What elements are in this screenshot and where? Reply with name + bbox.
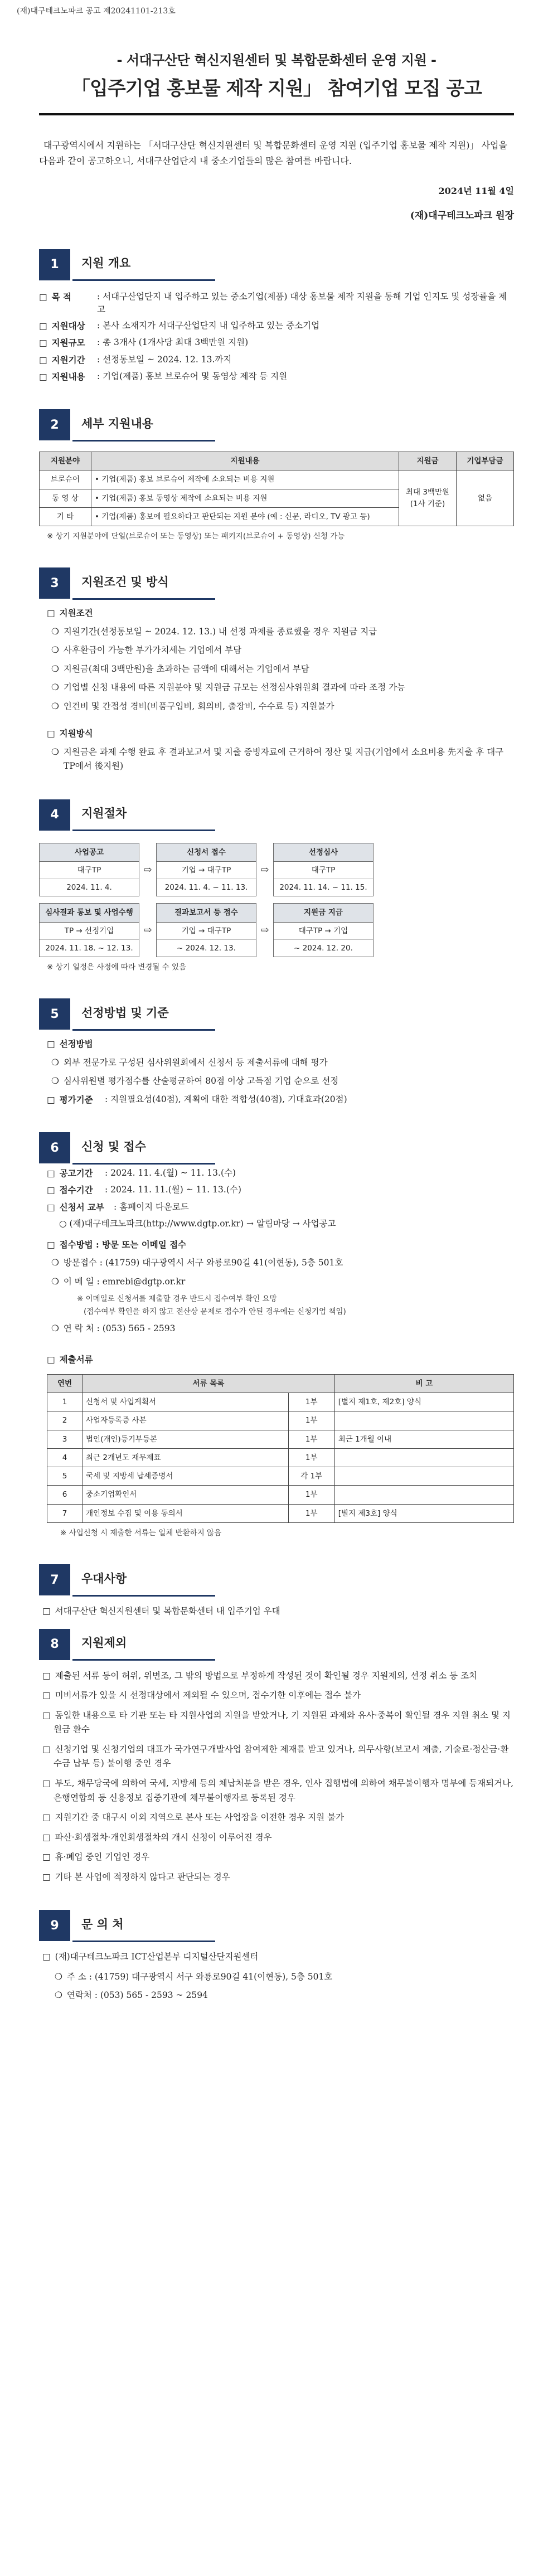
- application-row: □ 공고기간 : 2024. 11. 4.(월) ~ 11. 13.(수): [47, 1167, 514, 1180]
- process-step: 사업공고 대구TP 2024. 11. 4.: [39, 843, 139, 897]
- section-title: 우대사항: [72, 1564, 215, 1597]
- section-title: 선정방법 및 기준: [72, 998, 215, 1031]
- table-row: 4 최근 2개년도 재무제표 1부: [47, 1448, 514, 1467]
- subheading: □ 선정방법: [47, 1037, 514, 1051]
- sub-title: - 서대구산단 혁신지원센터 및 복합문화센터 운영 지원 -: [117, 52, 436, 68]
- conditions-list: [39, 607, 514, 773]
- contact-phone: ❍ 연락처 : (053) 565 - 2593 ~ 2594: [50, 1988, 514, 2003]
- arrow-icon: ⇨: [260, 863, 269, 876]
- section-title: 세부 지원내용: [72, 409, 215, 442]
- application-row: □ 접수기간 : 2024. 11. 11.(월) ~ 11. 13.(수): [47, 1183, 514, 1197]
- table-note: ※ 상기 지원분야에 단일(브로슈어 또는 동영상) 또는 패키지(브로슈어 + 동영상) 신청 가능: [47, 532, 345, 541]
- list-item: ❍ 사후환급이 가능한 부가가치세는 기업에서 부담: [47, 643, 514, 658]
- process-step: 신청서 접수 기업 → 대구TP 2024. 11. 4. ~ 11. 13.: [156, 843, 256, 897]
- section-number: 9: [39, 1910, 70, 1941]
- overview-row: □ 지원대상 : 본사 소재지가 서대구산업단지 내 입주하고 있는 중소기업: [39, 319, 514, 333]
- email-note: (접수여부 확인을 하지 않고 전산상 문제로 접수가 안된 경우에는 신청기업 책임): [84, 1307, 346, 1316]
- arrow-icon: ⇨: [143, 863, 152, 876]
- table-header: 지원분야: [40, 452, 91, 470]
- overview-list: [39, 290, 514, 384]
- download-link[interactable]: ○ (재)대구테크노파크(http://www.dgtp.or.kr) → 알림마당 → 사업공고: [59, 1218, 336, 1229]
- list-item: ❍ 지원금은 과제 수행 완료 후 결과보고서 및 지출 증빙자료에 근거하여 정산 및 지급(기업에서 소요비용 先지출 후 대구TP에서 後지원): [47, 745, 514, 774]
- contact-org: □ (재)대구테크노파크 ICT산업본부 디지털산단지원센터: [39, 1950, 514, 1964]
- section-header-6: [39, 1132, 514, 1163]
- table-row: 5 국세 및 지방세 납세증명서 각 1부: [47, 1467, 514, 1486]
- section-number: 7: [39, 1564, 70, 1595]
- application-list: [39, 1167, 514, 1539]
- grant-cell: 최대 3백만원 (1사 기준): [399, 470, 457, 526]
- section-title: 문 의 처: [72, 1909, 215, 1942]
- burden-cell: 없음: [457, 470, 514, 526]
- table-row: 3 법인(개인)등기부등본 1부 최근 1개월 이내: [47, 1430, 514, 1448]
- section-header-1: [39, 249, 514, 280]
- section-number: 1: [39, 249, 70, 280]
- section-header-2: [39, 409, 514, 440]
- section-header-4: [39, 799, 514, 831]
- table-header: 지원내용: [91, 452, 399, 470]
- overview-row: □ 지원기간 : 선정통보일 ~ 2024. 12. 13.까지: [39, 353, 514, 367]
- process-note: ※ 상기 일정은 사정에 따라 변경될 수 있음: [47, 963, 187, 972]
- list-item: □ 부도, 채무당국에 의하여 국세, 지방세 등의 체납처분을 받은 경우, 인사 집행법에 의하여 채무불이행자 명부에 등재되거나, 은행연합회 등 신용정보 집중기관에 채무불이행자로 등록된 경우: [39, 1777, 514, 1805]
- list-item: □ 제출된 서류 등이 허위, 위변조, 그 밖의 방법으로 부정하게 작성된 것이 확인될 경우 지원제외, 선정 취소 등 조치: [39, 1669, 514, 1684]
- overview-row: □ 목 적 : 서대구산업단지 내 입주하고 있는 중소기업(제품) 대상 홍보물 제작 지원을 통해 기업 인지도 및 성장률을 제고: [39, 290, 514, 317]
- exclusions-list: [39, 1669, 514, 1885]
- intro-paragraph: 대구광역시에서 지원하는 「서대구산단 혁신지원센터 및 복합문화센터 운영 지원 (입주기업 홍보물 제작 지원)」 사업을 다음과 같이 공고하오니, 서대구산업단지 내 중소기업들의 많은 참여를 바랍니다.: [39, 140, 507, 166]
- section-number: 4: [39, 799, 70, 831]
- detail-table: [39, 452, 514, 526]
- arrow-icon: ⇨: [260, 924, 269, 937]
- list-item: ❍ 외부 전문가로 구성된 심사위원회에서 신청서 등 제출서류에 대해 평가: [47, 1056, 514, 1070]
- table-row: 2 사업자등록증 사본 1부: [47, 1411, 514, 1430]
- subheading: □ 지원방식: [47, 727, 514, 740]
- process-step: 지원금 지급 대구TP → 기업 ~ 2024. 12. 20.: [273, 903, 373, 957]
- list-item: ❍ 지원기간(선정통보일 ~ 2024. 12. 13.) 내 선정 과제를 종료했을 경우 지원금 지급: [47, 625, 514, 639]
- list-item: ❍ 방문접수 : (41759) 대구광역시 서구 와룡로90길 41(이현동), 5층 501호: [47, 1256, 514, 1270]
- list-item: □ 동일한 내용으로 타 기관 또는 타 지원사업의 지원을 받았거나, 기 지원된 과제와 유사·중복이 확인될 경우 지원 취소 및 지원금 환수: [39, 1709, 514, 1737]
- title-block: [39, 50, 514, 115]
- section-title: 지원조건 및 방식: [72, 567, 215, 600]
- preference-item: □ 서대구산단 혁신지원센터 및 복합문화센터 내 입주기업 우대: [39, 1604, 514, 1619]
- documents-table: [47, 1374, 514, 1523]
- list-item: □ 신청기업 및 신청기업의 대표가 국가연구개발사업 참여제한 제재를 받고 있거나, 의무사항(보고서 제출, 기술료·정산금·환수금 납부 등) 불이행 중인 경우: [39, 1743, 514, 1771]
- title-divider: [39, 113, 514, 115]
- table-row: 기 타 • 기업(제품) 홍보에 필요하다고 판단되는 지원 분야 (예 : 신문, 라디오, TV 광고 등): [40, 507, 514, 526]
- list-item: ❍ 심사위원별 평가점수를 산술평균하여 80점 이상 고득점 기업 순으로 선정: [47, 1074, 514, 1089]
- table-row: 6 중소기업확인서 1부: [47, 1486, 514, 1504]
- table-row: 동 영 상 • 기업(제품) 홍보 동영상 제작에 소요되는 비용 지원: [40, 489, 514, 507]
- section-header-9: [39, 1910, 514, 1941]
- table-row: 브로슈어 • 기업(제품) 홍보 브로슈어 제작에 소요되는 비용 지원 최대 3백만원 (1사 기준) 없음: [40, 470, 514, 489]
- section-title: 지원절차: [72, 798, 215, 831]
- table-header: 서류 목록: [83, 1374, 335, 1393]
- process-step: 선정심사 대구TP 2024. 11. 14. ~ 11. 15.: [273, 843, 373, 897]
- table-header: 지원금: [399, 452, 457, 470]
- selection-list: [39, 1037, 514, 1107]
- subheading: □ 접수방법 : 방문 또는 이메일 접수: [47, 1238, 514, 1251]
- section-number: 6: [39, 1132, 70, 1163]
- section-number: 5: [39, 998, 70, 1030]
- arrow-icon: ⇨: [143, 924, 152, 937]
- list-item: □ 미비서류가 있을 시 선정대상에서 제외될 수 있으며, 접수기한 이후에는 접수 불가: [39, 1689, 514, 1703]
- application-row: □ 신청서 교부 : 홈페이지 다운로드: [47, 1201, 514, 1214]
- overview-row: □ 지원규모 : 총 3개사 (1개사당 최대 3백만원 지원): [39, 336, 514, 350]
- table-header: 기업부담금: [457, 452, 514, 470]
- process-flow: [39, 843, 514, 958]
- table-header: 연번: [47, 1374, 83, 1393]
- list-item: □ 기타 본 사업에 적정하지 않다고 판단되는 경우: [39, 1870, 514, 1885]
- section-header-5: [39, 998, 514, 1030]
- section-title: 지원 개요: [72, 248, 215, 281]
- section-number: 2: [39, 409, 70, 440]
- process-step: 결과보고서 등 접수 기업 → 대구TP ~ 2024. 12. 13.: [156, 903, 256, 957]
- section-title: 신청 및 접수: [72, 1132, 215, 1165]
- section-header-8: [39, 1629, 514, 1660]
- section-number: 8: [39, 1629, 70, 1660]
- documents-note: ※ 사업신청 시 제출한 서류는 일체 반환하지 않음: [60, 1528, 222, 1537]
- list-item: ❍ 인건비 및 간접성 경비(비품구입비, 회의비, 출장비, 수수료 등) 지원불가: [47, 700, 514, 714]
- email-note: ※ 이메일로 신청서를 제출할 경우 반드시 접수여부 확인 요망: [77, 1294, 277, 1304]
- notice-date: 2024년 11월 4일: [438, 186, 514, 196]
- list-item: □ 파산·회생절차·개인회생절차의 개시 신청이 이루어진 경우: [39, 1831, 514, 1845]
- section-title: 지원제외: [72, 1628, 215, 1661]
- table-row: 7 개인정보 수집 및 이용 동의서 1부 [별지 제3호] 양식: [47, 1504, 514, 1522]
- contact-address: ❍ 주 소 : (41759) 대구광역시 서구 와룡로90길 41(이현동), 5층 501호: [50, 1970, 514, 1985]
- document-number: (재)대구테크노파크 공고 제20241101-213호: [17, 7, 176, 16]
- list-item: ❍ 기업별 신청 내용에 따른 지원분야 및 지원금 규모는 선정심사위원회 결과에 따라 조정 가능: [47, 681, 514, 695]
- section-header-3: [39, 567, 514, 599]
- process-step: 심사결과 통보 및 사업수행 TP → 선정기업 2024. 11. 18. ~ 12. 13.: [39, 903, 139, 957]
- subheading: □ 지원조건: [47, 607, 514, 620]
- list-item: ❍ 지원금(최대 3백만원)을 초과하는 금액에 대해서는 기업에서 부담: [47, 662, 514, 677]
- table-row: 1 신청서 및 사업계획서 1부 [별지 제1호, 제2호] 양식: [47, 1393, 514, 1411]
- section-header-7: [39, 1564, 514, 1595]
- contact-block: [39, 1950, 514, 2003]
- table-header: 비 고: [334, 1374, 513, 1393]
- subheading: □ 제출서류: [47, 1353, 514, 1366]
- list-item: □ 지원기간 중 대구시 이외 지역으로 본사 또는 사업장을 이전한 경우 지원 불가: [39, 1811, 514, 1825]
- list-item: ❍ 연 락 처 : (053) 565 - 2593: [47, 1322, 514, 1336]
- issuer: (재)대구테크노파크 원장: [410, 210, 514, 221]
- list-item: □ 휴·폐업 중인 기업인 경우: [39, 1850, 514, 1865]
- main-title: 「입주기업 홍보물 제작 지원」 참여기업 모집 공고: [71, 77, 482, 100]
- overview-row: □ 지원내용 : 기업(제품) 홍보 브로슈어 및 동영상 제작 등 지원: [39, 370, 514, 384]
- section-number: 3: [39, 567, 70, 599]
- criteria-row: □ 평가기준 : 지원필요성(40점), 계획에 대한 적합성(40점), 기대효과(20점): [47, 1093, 514, 1107]
- email-link[interactable]: ❍ 이 메 일 : emrebi@dgtp.or.kr: [47, 1275, 514, 1289]
